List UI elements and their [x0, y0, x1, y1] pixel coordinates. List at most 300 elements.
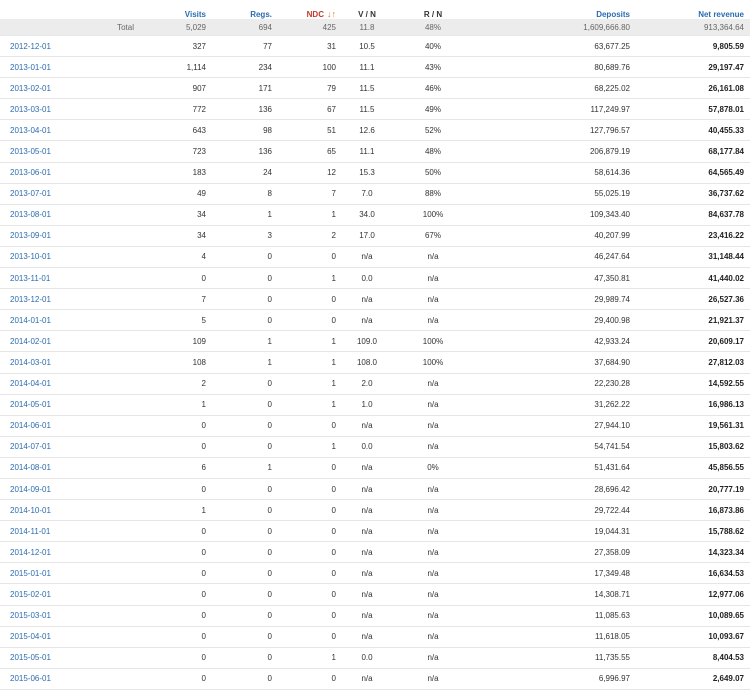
date-link[interactable]: 2013-02-01	[10, 83, 51, 93]
table-row	[0, 584, 750, 605]
net-revenue-cell: 31,148.44	[636, 246, 750, 267]
visits-column-header[interactable]: Visits	[184, 10, 206, 19]
vn-cell: n/a	[342, 542, 392, 563]
regs-cell: 0	[212, 647, 278, 668]
rn-cell: 100%	[392, 352, 474, 373]
deposits-cell: 51,431.64	[474, 457, 636, 478]
rn-cell: 48%	[392, 141, 474, 162]
ndc-cell: 0	[278, 457, 342, 478]
date-cell	[0, 478, 140, 499]
regs-cell: 1	[212, 204, 278, 225]
table-row	[0, 36, 750, 57]
vn-cell: 11.5	[342, 99, 392, 120]
ndc-cell: 0	[278, 310, 342, 331]
rn-cell: 46%	[392, 78, 474, 99]
date-link[interactable]: 2013-03-01	[10, 104, 51, 114]
regs-cell: 1	[212, 352, 278, 373]
date-cell	[0, 352, 140, 373]
net-revenue-cell: 14,592.55	[636, 373, 750, 394]
visits-cell: 2	[140, 373, 212, 394]
rn-cell: n/a	[392, 415, 474, 436]
visits-cell: 1	[140, 500, 212, 521]
rn-cell: n/a	[392, 563, 474, 584]
regs-cell: 0	[212, 563, 278, 584]
total-vn: 11.8	[342, 19, 392, 36]
vn-cell: n/a	[342, 457, 392, 478]
visits-cell: 1,114	[140, 57, 212, 78]
date-link[interactable]: 2014-03-01	[10, 357, 51, 367]
total-regs: 694	[212, 19, 278, 36]
net-revenue-cell: 41,440.02	[636, 268, 750, 289]
net-revenue-cell: 10,089.65	[636, 605, 750, 626]
visits-cell: 49	[140, 183, 212, 204]
deposits-cell: 31,262.22	[474, 394, 636, 415]
date-link[interactable]: 2015-05-01	[10, 653, 51, 663]
net-revenue-cell: 68,177.84	[636, 141, 750, 162]
deposits-cell: 68,225.02	[474, 78, 636, 99]
net-revenue-cell: 10,093.67	[636, 626, 750, 647]
date-cell	[0, 584, 140, 605]
date-link[interactable]: 2015-02-01	[10, 589, 51, 599]
rn-cell: n/a	[392, 521, 474, 542]
date-link[interactable]: 2013-08-01	[10, 210, 51, 220]
date-link[interactable]: 2013-11-01	[10, 273, 51, 283]
deposits-cell: 29,722.44	[474, 500, 636, 521]
ndc-cell: 2	[278, 225, 342, 246]
date-link[interactable]: 2014-11-01	[10, 526, 51, 536]
visits-cell: 0	[140, 563, 212, 584]
rn-cell: n/a	[392, 647, 474, 668]
deposits-cell: 29,989.74	[474, 289, 636, 310]
date-link[interactable]: 2013-09-01	[10, 231, 51, 241]
rn-cell: n/a	[392, 500, 474, 521]
ndc-cell: 1	[278, 436, 342, 457]
vn-cell: n/a	[342, 478, 392, 499]
visits-cell: 0	[140, 268, 212, 289]
deposits-cell: 17,349.48	[474, 563, 636, 584]
visits-cell: 772	[140, 99, 212, 120]
regs-cell: 136	[212, 141, 278, 162]
regs-cell: 1	[212, 457, 278, 478]
deposits-cell: 63,677.25	[474, 36, 636, 57]
rn-cell: n/a	[392, 542, 474, 563]
date-link[interactable]: 2012-12-01	[10, 41, 51, 51]
vn-cell: 0.0	[342, 436, 392, 457]
vn-column-header[interactable]: V / N	[358, 10, 376, 19]
regs-cell: 77	[212, 36, 278, 57]
deposits-cell: 55,025.19	[474, 183, 636, 204]
deposits-cell: 11,735.55	[474, 647, 636, 668]
visits-cell: 0	[140, 521, 212, 542]
net-revenue-cell: 27,812.03	[636, 352, 750, 373]
rn-cell: 50%	[392, 162, 474, 183]
visits-cell: 907	[140, 78, 212, 99]
table-row	[0, 436, 750, 457]
net-revenue-cell: 16,986.13	[636, 394, 750, 415]
vn-cell: 11.1	[342, 141, 392, 162]
ndc-cell: 0	[278, 500, 342, 521]
date-link[interactable]: 2013-07-01	[10, 189, 51, 199]
regs-cell: 0	[212, 626, 278, 647]
total-deposits: 1,609,666.80	[474, 19, 636, 36]
regs-cell: 98	[212, 120, 278, 141]
header-row	[0, 0, 750, 19]
regs-cell: 0	[212, 542, 278, 563]
date-cell	[0, 647, 140, 668]
date-link[interactable]: 2013-12-01	[10, 294, 51, 304]
rn-cell: n/a	[392, 394, 474, 415]
date-cell	[0, 331, 140, 352]
date-link[interactable]: 2014-07-01	[10, 442, 51, 452]
deposits-column-header[interactable]: Deposits	[596, 10, 630, 19]
total-ndc: 425	[278, 19, 342, 36]
date-cell	[0, 289, 140, 310]
regs-cell: 136	[212, 99, 278, 120]
deposits-cell: 27,358.09	[474, 542, 636, 563]
vn-cell: 15.3	[342, 162, 392, 183]
deposits-cell: 206,879.19	[474, 141, 636, 162]
table-row	[0, 310, 750, 331]
vn-cell: 34.0	[342, 204, 392, 225]
date-link[interactable]: 2013-05-01	[10, 147, 51, 157]
regs-cell: 0	[212, 584, 278, 605]
vn-cell: n/a	[342, 605, 392, 626]
visits-cell: 0	[140, 478, 212, 499]
ndc-cell: 0	[278, 605, 342, 626]
net-revenue-cell: 29,197.47	[636, 57, 750, 78]
net-revenue-cell: 9,805.59	[636, 36, 750, 57]
visits-cell: 0	[140, 436, 212, 457]
date-cell	[0, 521, 140, 542]
table-row	[0, 331, 750, 352]
table-row	[0, 352, 750, 373]
date-cell	[0, 457, 140, 478]
vn-cell: n/a	[342, 668, 392, 689]
visits-cell: 0	[140, 605, 212, 626]
rn-cell: n/a	[392, 668, 474, 689]
vn-cell: 12.6	[342, 120, 392, 141]
date-cell	[0, 78, 140, 99]
net-revenue-cell: 84,637.78	[636, 204, 750, 225]
deposits-cell: 28,696.42	[474, 478, 636, 499]
deposits-cell: 6,996.97	[474, 668, 636, 689]
vn-cell: n/a	[342, 289, 392, 310]
date-cell	[0, 225, 140, 246]
date-cell	[0, 310, 140, 331]
net-revenue-cell: 20,609.17	[636, 331, 750, 352]
ndc-cell: 1	[278, 352, 342, 373]
net-revenue-cell: 57,878.01	[636, 99, 750, 120]
total-visits: 5,029	[140, 19, 212, 36]
rn-cell: n/a	[392, 584, 474, 605]
rn-cell: n/a	[392, 436, 474, 457]
date-cell	[0, 204, 140, 225]
deposits-cell: 19,044.31	[474, 521, 636, 542]
regs-cell: 0	[212, 289, 278, 310]
visits-cell: 0	[140, 415, 212, 436]
regs-cell: 0	[212, 478, 278, 499]
regs-cell: 0	[212, 268, 278, 289]
visits-cell: 7	[140, 289, 212, 310]
visits-cell: 0	[140, 542, 212, 563]
regs-cell: 0	[212, 373, 278, 394]
rn-cell: n/a	[392, 289, 474, 310]
deposits-cell: 14,308.71	[474, 584, 636, 605]
table-row	[0, 120, 750, 141]
net-revenue-cell: 15,788.62	[636, 521, 750, 542]
vn-cell: 11.1	[342, 57, 392, 78]
regs-cell: 24	[212, 162, 278, 183]
regs-cell: 0	[212, 521, 278, 542]
date-cell	[0, 183, 140, 204]
vn-cell: 0.0	[342, 268, 392, 289]
ndc-cell: 67	[278, 99, 342, 120]
net-revenue-cell: 64,565.49	[636, 162, 750, 183]
vn-cell: 2.0	[342, 373, 392, 394]
regs-cell: 0	[212, 310, 278, 331]
date-cell	[0, 542, 140, 563]
vn-cell: n/a	[342, 563, 392, 584]
date-link[interactable]: 2014-05-01	[10, 400, 51, 410]
regs-cell: 0	[212, 605, 278, 626]
net-revenue-cell: 12,977.06	[636, 584, 750, 605]
ndc-cell: 0	[278, 521, 342, 542]
rn-cell: 0%	[392, 457, 474, 478]
table-row	[0, 204, 750, 225]
date-cell	[0, 605, 140, 626]
date-cell	[0, 268, 140, 289]
net-revenue-cell: 2,649.07	[636, 668, 750, 689]
ndc-cell: 1	[278, 394, 342, 415]
date-column-header	[0, 0, 140, 19]
visits-cell: 643	[140, 120, 212, 141]
net-revenue-cell: 16,873.86	[636, 500, 750, 521]
visits-cell: 109	[140, 331, 212, 352]
visits-cell: 0	[140, 626, 212, 647]
table-row	[0, 521, 750, 542]
date-cell	[0, 415, 140, 436]
date-cell	[0, 57, 140, 78]
total-label: Total	[0, 19, 140, 36]
regs-cell: 171	[212, 78, 278, 99]
date-link[interactable]: 2015-03-01	[10, 611, 51, 621]
vn-cell: n/a	[342, 246, 392, 267]
net-revenue-cell: 19,561.31	[636, 415, 750, 436]
visits-cell: 6	[140, 457, 212, 478]
visits-cell: 723	[140, 141, 212, 162]
date-link[interactable]: 2014-02-01	[10, 336, 51, 346]
date-cell	[0, 99, 140, 120]
vn-cell: 0.0	[342, 647, 392, 668]
visits-cell: 34	[140, 204, 212, 225]
table-row	[0, 99, 750, 120]
regs-cell: 0	[212, 415, 278, 436]
total-rn: 48%	[392, 19, 474, 36]
visits-cell: 1	[140, 394, 212, 415]
visits-cell: 0	[140, 584, 212, 605]
net-revenue-cell: 8,404.53	[636, 647, 750, 668]
regs-cell: 0	[212, 500, 278, 521]
deposits-cell: 47,350.81	[474, 268, 636, 289]
date-link[interactable]: 2014-06-01	[10, 421, 51, 431]
date-link[interactable]: 2014-01-01	[10, 315, 51, 325]
rn-cell: 67%	[392, 225, 474, 246]
date-cell	[0, 36, 140, 57]
rn-cell: n/a	[392, 310, 474, 331]
net-revenue-cell: 36,737.62	[636, 183, 750, 204]
table-row	[0, 246, 750, 267]
regs-cell: 234	[212, 57, 278, 78]
date-cell	[0, 563, 140, 584]
deposits-cell: 11,618.05	[474, 626, 636, 647]
date-link[interactable]: 2013-01-01	[10, 62, 51, 72]
vn-cell: 17.0	[342, 225, 392, 246]
deposits-cell: 54,741.54	[474, 436, 636, 457]
vn-cell: 108.0	[342, 352, 392, 373]
table-row	[0, 500, 750, 521]
table-row	[0, 225, 750, 246]
date-link[interactable]: 2014-08-01	[10, 463, 51, 473]
visits-cell: 108	[140, 352, 212, 373]
ndc-cell: 79	[278, 78, 342, 99]
ndc-cell: 0	[278, 668, 342, 689]
table-row	[0, 415, 750, 436]
ndc-cell: 1	[278, 268, 342, 289]
rn-cell: 40%	[392, 36, 474, 57]
ndc-cell: 0	[278, 246, 342, 267]
rn-cell: n/a	[392, 268, 474, 289]
date-link[interactable]: 2013-10-01	[10, 252, 51, 262]
visits-cell: 4	[140, 246, 212, 267]
table-row	[0, 183, 750, 204]
date-cell	[0, 668, 140, 689]
regs-cell: 0	[212, 394, 278, 415]
total-row	[0, 19, 750, 36]
date-cell	[0, 373, 140, 394]
vn-cell: 1.0	[342, 394, 392, 415]
ndc-cell: 0	[278, 289, 342, 310]
date-cell	[0, 246, 140, 267]
vn-cell: n/a	[342, 310, 392, 331]
table-row	[0, 57, 750, 78]
date-link[interactable]: 2014-09-01	[10, 484, 51, 494]
ndc-cell: 0	[278, 584, 342, 605]
date-cell	[0, 626, 140, 647]
net-revenue-cell: 20,777.19	[636, 478, 750, 499]
date-cell	[0, 141, 140, 162]
rn-cell: 43%	[392, 57, 474, 78]
date-cell	[0, 162, 140, 183]
net-revenue-column-header[interactable]: Net revenue	[698, 10, 744, 19]
table-row	[0, 162, 750, 183]
regs-cell: 0	[212, 668, 278, 689]
table-row	[0, 563, 750, 584]
table-row	[0, 478, 750, 499]
table-row	[0, 373, 750, 394]
date-link[interactable]: 2014-12-01	[10, 547, 51, 557]
visits-cell: 327	[140, 36, 212, 57]
ndc-cell: 0	[278, 626, 342, 647]
visits-cell: 0	[140, 647, 212, 668]
date-link[interactable]: 2015-01-01	[10, 568, 51, 578]
vn-cell: 10.5	[342, 36, 392, 57]
ndc-cell: 100	[278, 57, 342, 78]
vn-cell: n/a	[342, 626, 392, 647]
table-row	[0, 394, 750, 415]
deposits-cell: 80,689.76	[474, 57, 636, 78]
ndc-cell: 0	[278, 478, 342, 499]
net-revenue-cell: 21,921.37	[636, 310, 750, 331]
table-row	[0, 626, 750, 647]
net-revenue-cell: 14,323.34	[636, 542, 750, 563]
ndc-cell: 1	[278, 204, 342, 225]
deposits-cell: 117,249.97	[474, 99, 636, 120]
date-cell	[0, 394, 140, 415]
deposits-cell: 46,247.64	[474, 246, 636, 267]
table-row	[0, 647, 750, 668]
date-link[interactable]: 2013-06-01	[10, 168, 51, 178]
rn-cell: n/a	[392, 373, 474, 394]
deposits-cell: 127,796.57	[474, 120, 636, 141]
vn-cell: n/a	[342, 415, 392, 436]
table-row	[0, 78, 750, 99]
regs-cell: 8	[212, 183, 278, 204]
net-revenue-cell: 26,527.36	[636, 289, 750, 310]
vn-cell: 109.0	[342, 331, 392, 352]
regs-column-header[interactable]: Regs.	[250, 10, 272, 19]
ndc-cell: 51	[278, 120, 342, 141]
rn-column-header[interactable]: R / N	[423, 10, 443, 19]
ndc-header-label: NDC	[306, 10, 324, 19]
ndc-cell: 12	[278, 162, 342, 183]
sort-desc-icon: ↓↑	[327, 9, 336, 19]
vn-cell: n/a	[342, 500, 392, 521]
deposits-cell: 29,400.98	[474, 310, 636, 331]
deposits-cell: 58,614.36	[474, 162, 636, 183]
net-revenue-cell: 40,455.33	[636, 120, 750, 141]
date-link[interactable]: 2014-10-01	[10, 505, 51, 515]
date-link[interactable]: 2013-04-01	[10, 125, 51, 135]
ndc-cell: 0	[278, 415, 342, 436]
rn-cell: 100%	[392, 204, 474, 225]
net-revenue-cell: 26,161.08	[636, 78, 750, 99]
ndc-column-header[interactable]	[278, 0, 342, 19]
ndc-cell: 65	[278, 141, 342, 162]
rn-cell: n/a	[392, 626, 474, 647]
net-revenue-cell: 16,634.53	[636, 563, 750, 584]
ndc-cell: 7	[278, 183, 342, 204]
regs-cell: 3	[212, 225, 278, 246]
deposits-cell: 109,343.40	[474, 204, 636, 225]
date-link[interactable]: 2015-06-01	[10, 674, 51, 684]
table-row	[0, 289, 750, 310]
ndc-cell: 1	[278, 647, 342, 668]
deposits-cell: 22,230.28	[474, 373, 636, 394]
ndc-cell: 1	[278, 373, 342, 394]
vn-cell: n/a	[342, 584, 392, 605]
date-link[interactable]: 2014-04-01	[10, 379, 51, 389]
date-link[interactable]: 2015-04-01	[10, 632, 51, 642]
vn-cell: n/a	[342, 521, 392, 542]
table-row	[0, 668, 750, 689]
deposits-cell: 11,085.63	[474, 605, 636, 626]
vn-cell: 11.5	[342, 78, 392, 99]
rn-cell: n/a	[392, 478, 474, 499]
rn-cell: 49%	[392, 99, 474, 120]
rn-cell: n/a	[392, 605, 474, 626]
visits-cell: 0	[140, 668, 212, 689]
date-cell	[0, 500, 140, 521]
